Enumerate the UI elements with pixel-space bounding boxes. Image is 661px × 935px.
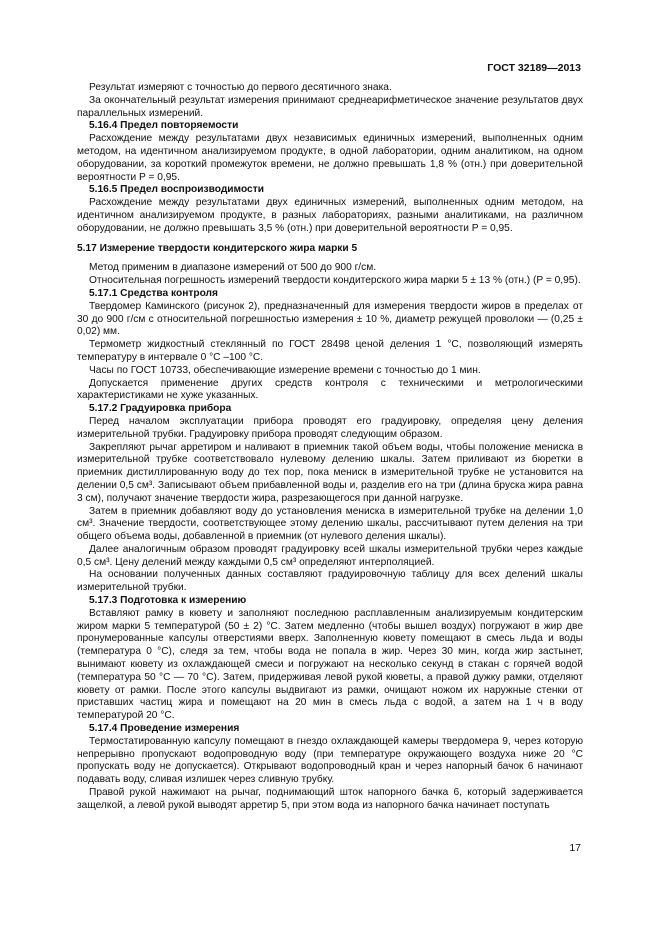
document-body [77,82,583,813]
paragraph: Перед началом эксплуатации прибора проводят его градуировку, определяя цену деления измерительной трубки. Градуировку прибора проводят следующим образом. [77,415,583,440]
paragraph: Далее аналогичным образом проводят градуировку всей шкалы измерительной трубки через каждые 0,5 см³. Цену делений между каждыми 0,5 см³ определяют интерполяцией. [77,543,583,568]
section-heading: 5.16.4 Предел повторяемости [89,120,239,132]
paragraph: Расхождение между результатами двух независимых единичных измерений, выполненных одним методом, на идентичном анализируемом продукте, в одной лаборатории, одним аналитиком, на одном оборудовании, за короткий промежуток времени, не должно превышать 1,8 % (отн.) при доверительной вероятности P = 0,95. [77,133,583,183]
paragraph: За окончательный результат измерения принимают среднеарифметическое значение результатов двух параллельных измерений. [77,94,583,119]
paragraph: Относительная погрешность измерений твердости кондитерского жира марки 5 ± 13 % (отн.) (P = 0,95). [89,275,581,287]
section-heading: 5.16.5 Предел воспроизводимости [89,184,264,196]
paragraph: Результат измеряют с точностью до первого десятичного знака. [89,82,392,93]
paragraph: Метод применим в диапазоне измерений от 500 до 900 г/см. [89,262,377,274]
section-heading: 5.17.2 Градуировка прибора [89,403,232,415]
paragraph: Термостатированную капсулу помещают в гнездо охлаждающей камеры твердомера 9, через которую непрерывно пропускают водопроводную воду (при температуре окружающего воздуха ниже 20 °С пропускать воду не допускается). Открывают водопроводный кран и через напорный бачок 6 начинают подавать воду, сливая излишек через сливную трубку. [77,735,583,786]
paragraph: Часы по ГОСТ 10733, обеспечивающие измерение времени с точностью до 1 мин. [89,364,481,376]
section-gap [77,255,583,262]
paragraph: Термометр жидкостный стеклянный по ГОСТ 28498 ценой деления 1 °С, позволяющий измерять температуру в интервале 0 °С –100 °С. [77,339,583,363]
paragraph: Вставляют рамку в кювету и заполняют последнюю расплавленным анализируемым кондитерским жиром марки 5 температурой (50 ± 2) °С. Затем медленно (чтобы вышел воздух) погружают в жир две пронумерованные капсулы отверстиями вверх. Заполненную кювету помещают в смесь льда и воды (температура 0 °С), следя за тем, чтобы вода не попала в жир. Через 30 мин, когда жир застынет, вынимают кювету из охлаждающей смеси и погружают на несколько секунд в стакан с горячей водой (температура 50 °С — 70 °С). Затем, придерживая левой рукой кюветы, а правой дужку рамки, отделяют кювету от рамки. После этого капсулы выдвигают из рамки, очищают ножом их наружные стенки от приставших частиц жира и помещают на 20 мин в смесь льда с водой, а затем на 1 ч в воду температурой 20 °С. [77,607,583,722]
paragraph: Затем в приемник добавляют воду до установления мениска в измерительной трубке на делении 1,0 см³. Значение твердости, соответствующее этому делению шкалы, рассчитывают путем деления на три общего объема воды, добавленной в приемник (от нулевого деления шкалы). [77,505,583,543]
section-heading: 5.17.3 Подготовка к измерению [89,595,247,607]
standard-code: ГОСТ 32189—2013 [487,62,581,74]
paragraph: Закрепляют рычаг арретиром и наливают в приемник такой объем воды, чтобы положение мениска в измерительной трубке соответствовало нулевому делению шкалы. Затем приливают из бюретки в приемник дистиллированную воду до тех пор, пока мениск в измерительной трубке не установится на делении 0,5 см³. Записывают объем прибавленной воды и, разделив его на три (длина бруска жира равна 3 см), получают значение твердости жира, разрезающегося при данной нагрузке. [77,441,583,504]
section-gap [77,236,583,243]
paragraph: Расхождение между результатами двух единичных измерений, выполненных одним методом, на идентичном анализируемом продукте, в разных лабораториях, разными аналитиками, на различном оборудовании, не должно превышать 3,5 % (отн.) при доверительной вероятности P = 0,95. [77,197,583,234]
section-heading: 5.17.4 Проведение измерения [89,723,240,735]
page-number: 17 [569,842,581,854]
paragraph: Правой рукой нажимают на рычаг, поднимающий шток напорного бачка 6, который задерживается защелкой, а левой рукой выводят арретир 5, при этом вода из напорного бачка начинает поступать [77,787,583,811]
paragraph: На основании полученных данных составляют градуировочную таблицу для всех делений шкалы измерительной трубки. [77,569,583,594]
section-heading: 5.17 Измерение твердости кондитерского жира марки 5 [77,242,358,254]
section-heading: 5.17.1 Средства контроля [89,287,218,299]
paragraph: Твердомер Каминского (рисунок 2), предназначенный для измерения твердости жиров в пределах от 30 до 900 г/см с относительной погрешностью измерения ± 10 %, диаметр режущей проволоки — (0,25 ± 0,02) мм. [77,300,583,338]
paragraph: Допускается применение других средств контроля с техническими и метрологическими характеристиками не хуже указанных. [77,377,583,402]
